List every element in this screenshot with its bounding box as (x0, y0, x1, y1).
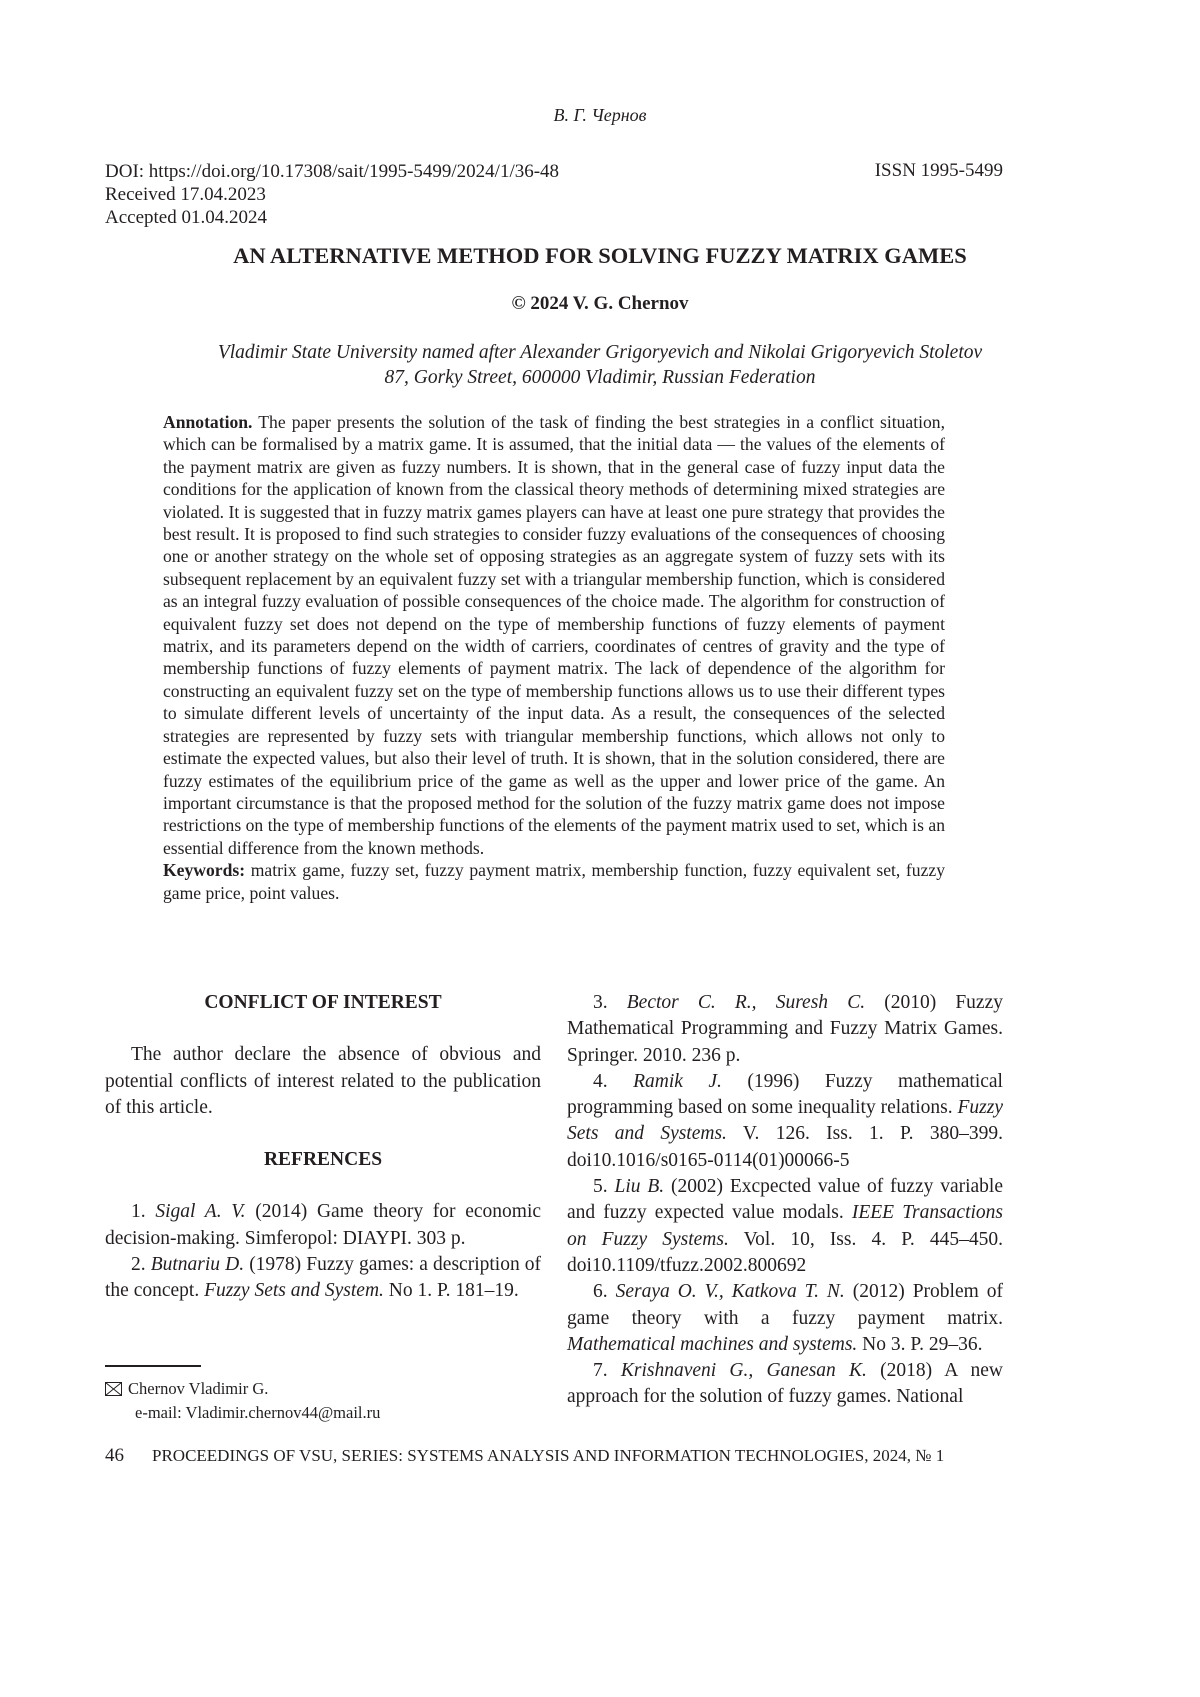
issn: ISSN 1995-5499 (875, 160, 1003, 182)
left-column (105, 990, 541, 1305)
reference-item: 5. Liu B. (2002) Excpected value of fuzzy variable and fuzzy expected value modals. IEEE Transactions on Fuzzy Systems. Vol. 10, Iss. 4. P. 445–450. doi10.1109/tfuzz.2002.800692 (567, 1174, 1003, 1279)
envelope-icon (105, 1380, 122, 1402)
footnote-divider (105, 1365, 201, 1367)
conflict-heading: CONFLICT OF INTEREST (105, 990, 541, 1016)
author-line: © 2024 V. G. Chernov (0, 293, 1200, 315)
affiliation-line-2: 87, Gorky Street, 600000 Vladimir, Russian Federation (0, 365, 1200, 390)
article-title: AN ALTERNATIVE METHOD FOR SOLVING FUZZY MATRIX GAMES (0, 243, 1200, 269)
reference-item: 4. Ramik J. (1996) Fuzzy mathematical programming based on some inequality relations. Fuzzy Sets and Systems. V. 126. Iss. 1. P. 380–399. doi10.1016/s0165-0114(01)00066-5 (567, 1069, 1003, 1174)
right-column (567, 990, 1003, 1411)
article-meta (105, 160, 559, 229)
footnote (105, 1378, 380, 1424)
abstract (163, 411, 945, 904)
references-heading: REFRENCES (105, 1147, 541, 1173)
accepted-date: Accepted 01.04.2024 (105, 206, 559, 229)
doi[interactable]: DOI: https://doi.org/10.17308/sait/1995-5499/2024/1/36-48 (105, 160, 559, 183)
reference-item: 7. Krishnaveni G., Ganesan K. (2018) A new approach for the solution of fuzzy games. National (567, 1358, 1003, 1411)
running-head: В. Г. Чернов (0, 105, 1200, 126)
conflict-text: The author declare the absence of obvious and potential conflicts of interest related to the publication of this article. (105, 1042, 541, 1121)
affiliation-line-1: Vladimir State University named after Alexander Grigoryevich and Nikolai Grigoryevich Stoletov (0, 340, 1200, 365)
abstract-label: Annotation. (163, 412, 252, 432)
reference-item: 1. Sigal A. V. (2014) Game theory for economic decision-making. Simferopol: DIAYPI. 303 p. (105, 1199, 541, 1252)
reference-item: 3. Bector C. R., Suresh C. (2010) Fuzzy Mathematical Programming and Fuzzy Matrix Games. Springer. 2010. 236 p. (567, 990, 1003, 1069)
reference-item: 2. Butnariu D. (1978) Fuzzy games: a description of the concept. Fuzzy Sets and System. No 1. P. 181–19. (105, 1252, 541, 1305)
keywords-text: matrix game, fuzzy set, fuzzy payment matrix, membership function, fuzzy equivalent set, fuzzy game price, point values. (163, 860, 945, 902)
page-footer (105, 1445, 1003, 1467)
received-date: Received 17.04.2023 (105, 183, 559, 206)
footnote-email[interactable]: e-mail: Vladimir.chernov44@mail.ru (105, 1402, 380, 1424)
footnote-name: Chernov Vladimir G. (128, 1379, 268, 1398)
keywords-label: Keywords: (163, 860, 245, 880)
journal-name: PROCEEDINGS OF VSU, SERIES: SYSTEMS ANALYSIS AND INFORMATION TECHNOLOGIES, 2024, № 1 (152, 1446, 944, 1465)
affiliation (0, 340, 1200, 390)
abstract-text: The paper presents the solution of the task of finding the best strategies in a conflict situation, which can be formalised by a matrix game. It is assumed, that the initial data — the values of the elements of the payment matrix are given as fuzzy numbers. It is shown, that in the general case of fuzzy input data the conditions for the application of known from the classical theory methods of determining mixed strategies are violated. It is suggested that in fuzzy matrix games players can have at least one pure strategy that provides the best result. It is proposed to find such strategies to consider fuzzy evaluations of the consequences of choosing one or another strategy on the whole set of opposing strategies as an aggregate system of fuzzy sets with its subsequent replacement by an equivalent fuzzy set with a triangular membership function, which is considered as an integral fuzzy evaluation of possible consequences of the choice made. The algorithm for construction of equivalent fuzzy set does not depend on the type of membership functions of fuzzy elements of payment matrix, and its parameters depend on the width of carriers, coordinates of centres of gravity and the type of membership functions of fuzzy elements of payment matrix. The lack of dependence of the algorithm for constructing an equivalent fuzzy set on the type of membership functions allows us to use their different types to simulate different levels of uncertainty of the input data. As a result, the consequences of the selected strategies are represented by fuzzy sets with triangular membership functions, which allows not only to estimate the expected values, but also their level of truth. It is shown, that in the solution considered, there are fuzzy estimates of the equilibrium price of the game as well as the upper and lower price of the game. An important circumstance is that the proposed method for the solution of the fuzzy matrix game does not impose restrictions on the type of membership functions of the elements of the payment matrix used to set, which is an essential difference from the known methods. (163, 412, 945, 858)
page-number: 46 (105, 1445, 124, 1466)
reference-item: 6. Seraya O. V., Katkova T. N. (2012) Problem of game theory with a fuzzy payment matrix. Mathematical machines and systems. No 3. P. 29–36. (567, 1279, 1003, 1358)
